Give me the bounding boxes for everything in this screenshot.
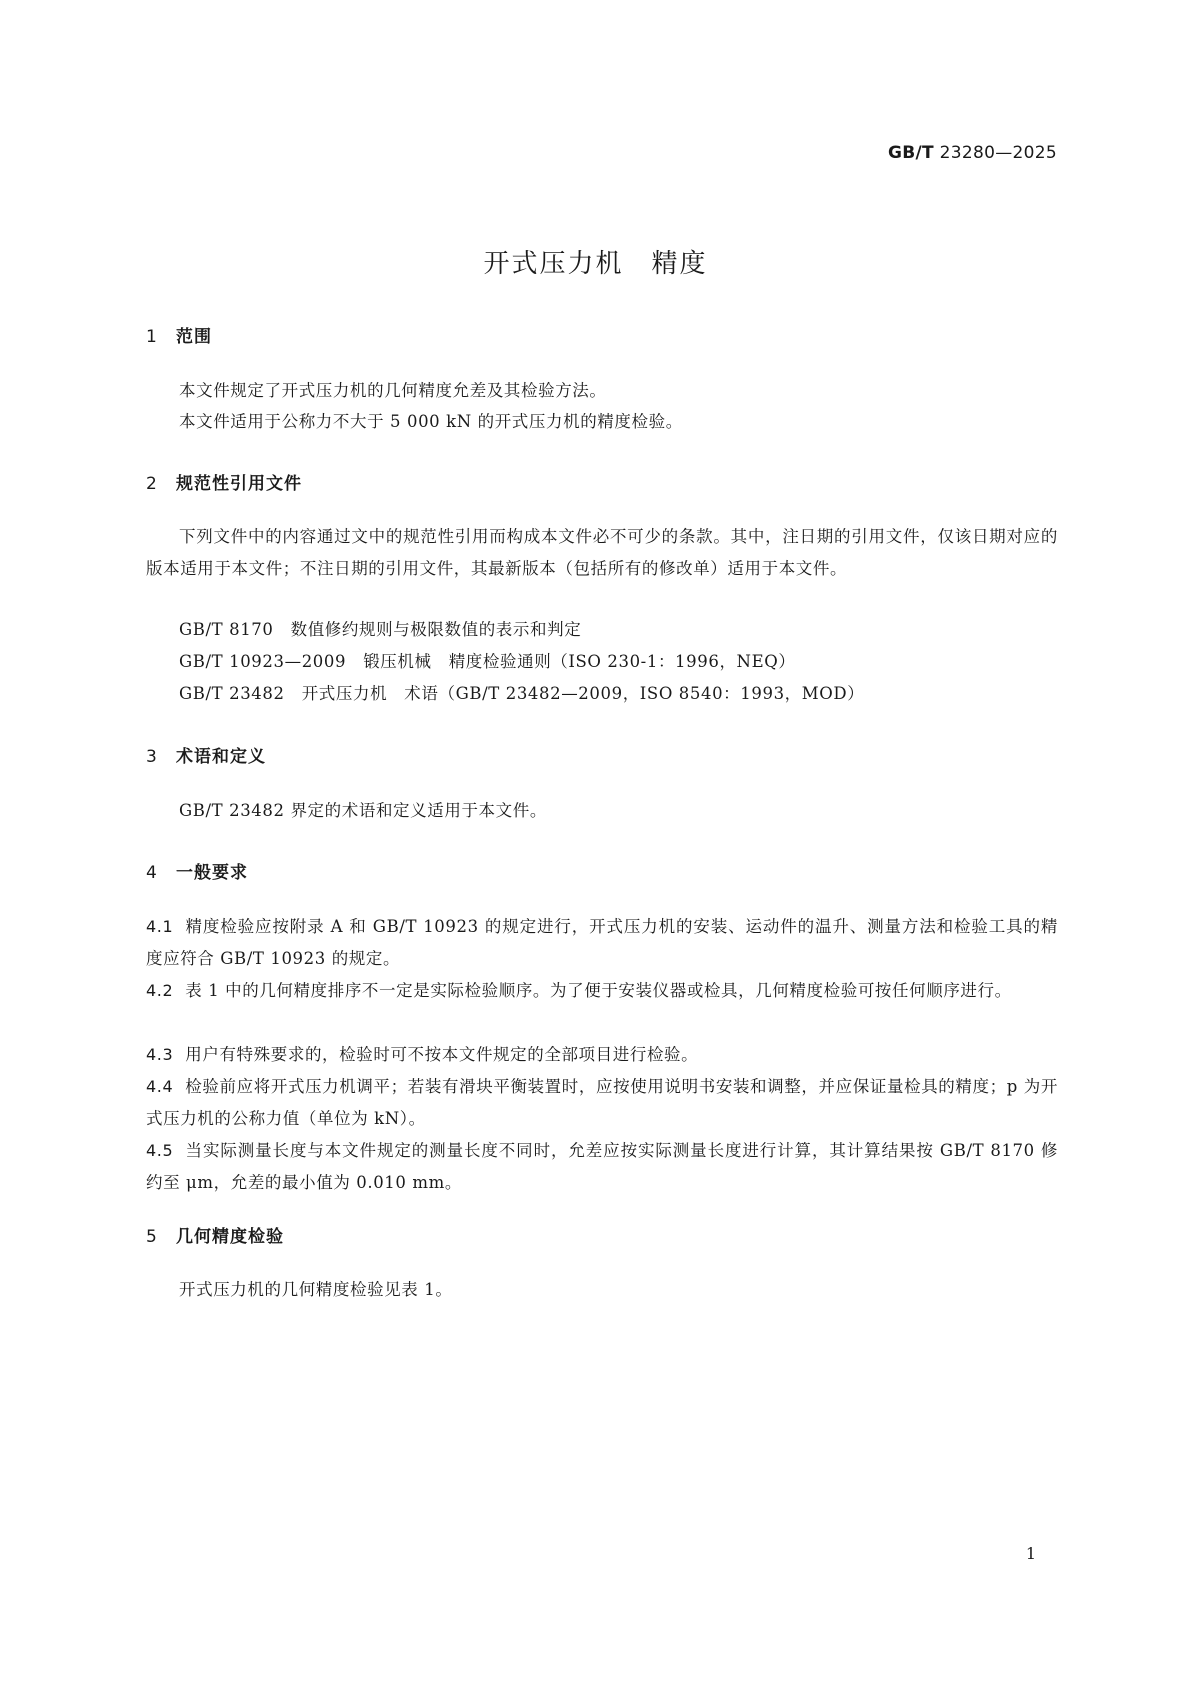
page-number: 1: [1025, 1544, 1036, 1563]
clause-4-4: [146, 1071, 1058, 1135]
standard-number: 23280—2025: [939, 143, 1057, 163]
clause-text: 检验前应将开式压力机调平；若装有滑块平衡装置时，应按使用说明书安装和调整，并应保证量检具的精度；p 为开式压力机的公称力值（单位为 kN）。: [146, 1077, 1058, 1128]
clause-text: 精度检验应按附录 A 和 GB/T 10923 的规定进行，开式压力机的安装、运动件的温升、测量方法和检验工具的精度应符合 GB/T 10923 的规定。: [146, 917, 1058, 968]
section-number: 1: [146, 327, 158, 347]
clause-text: 用户有特殊要求的，检验时可不按本文件规定的全部项目进行检验。: [185, 1045, 699, 1064]
section-number: 3: [146, 747, 158, 767]
section-1-heading: [146, 322, 212, 347]
clause-number: 4.5: [146, 1141, 174, 1160]
document-title: 开式压力机 精度: [483, 249, 708, 279]
clause-4-3: [146, 1039, 1058, 1071]
reference-item: GB/T 23482 开式压力机 术语（GB/T 23482—2009，ISO 8540：1993，MOD）: [179, 684, 865, 703]
clause-text: 表 1 中的几何精度排序不一定是实际检验顺序。为了便于安装仪器或检具，几何精度检验可按任何顺序进行。: [185, 981, 1012, 1000]
clause-number: 4.1: [146, 917, 174, 936]
clause-4-1: [146, 911, 1058, 975]
clause-4-5: [146, 1135, 1058, 1199]
reference-item: GB/T 8170 数值修约规则与极限数值的表示和判定: [179, 620, 582, 639]
section-title: 几何精度检验: [176, 1227, 284, 1247]
section-5-paragraph: 开式压力机的几何精度检验见表 1。: [179, 1280, 453, 1299]
section-number: 2: [146, 474, 158, 494]
section-5-heading: [146, 1222, 284, 1247]
reference-item: GB/T 10923—2009 锻压机械 精度检验通则（ISO 230-1：1996，NEQ）: [179, 652, 796, 671]
clause-text: 当实际测量长度与本文件规定的测量长度不同时，允差应按实际测量长度进行计算，其计算结果按 GB/T 8170 修约至 μm，允差的最小值为 0.010 mm。: [146, 1141, 1058, 1192]
section-4-heading: [146, 858, 248, 883]
section-1-paragraph-2: 本文件适用于公称力不大于 5 000 kN 的开式压力机的精度检验。: [179, 412, 683, 431]
section-3-heading: [146, 742, 266, 767]
clause-number: 4.4: [146, 1077, 174, 1096]
section-title: 术语和定义: [176, 747, 266, 767]
clause-number: 4.3: [146, 1045, 174, 1064]
section-3-paragraph: GB/T 23482 界定的术语和定义适用于本文件。: [179, 801, 547, 820]
section-title: 一般要求: [176, 863, 248, 883]
section-2-intro: 下列文件中的内容通过文中的规范性引用而构成本文件必不可少的条款。其中，注日期的引用文件，仅该日期对应的版本适用于本文件；不注日期的引用文件，其最新版本（包括所有的修改单）适用于本文件。: [146, 527, 1058, 578]
section-1-paragraph-1: 本文件规定了开式压力机的几何精度允差及其检验方法。: [179, 381, 607, 400]
section-number: 4: [146, 863, 158, 883]
clause-number: 4.2: [146, 981, 174, 1000]
section-title: 范围: [176, 327, 212, 347]
clause-4-2: [146, 975, 1058, 1007]
standard-code: [888, 143, 1057, 163]
standard-prefix: GB/T: [888, 143, 934, 163]
section-2-heading: [146, 469, 302, 494]
section-title: 规范性引用文件: [176, 474, 302, 494]
section-number: 5: [146, 1227, 158, 1247]
